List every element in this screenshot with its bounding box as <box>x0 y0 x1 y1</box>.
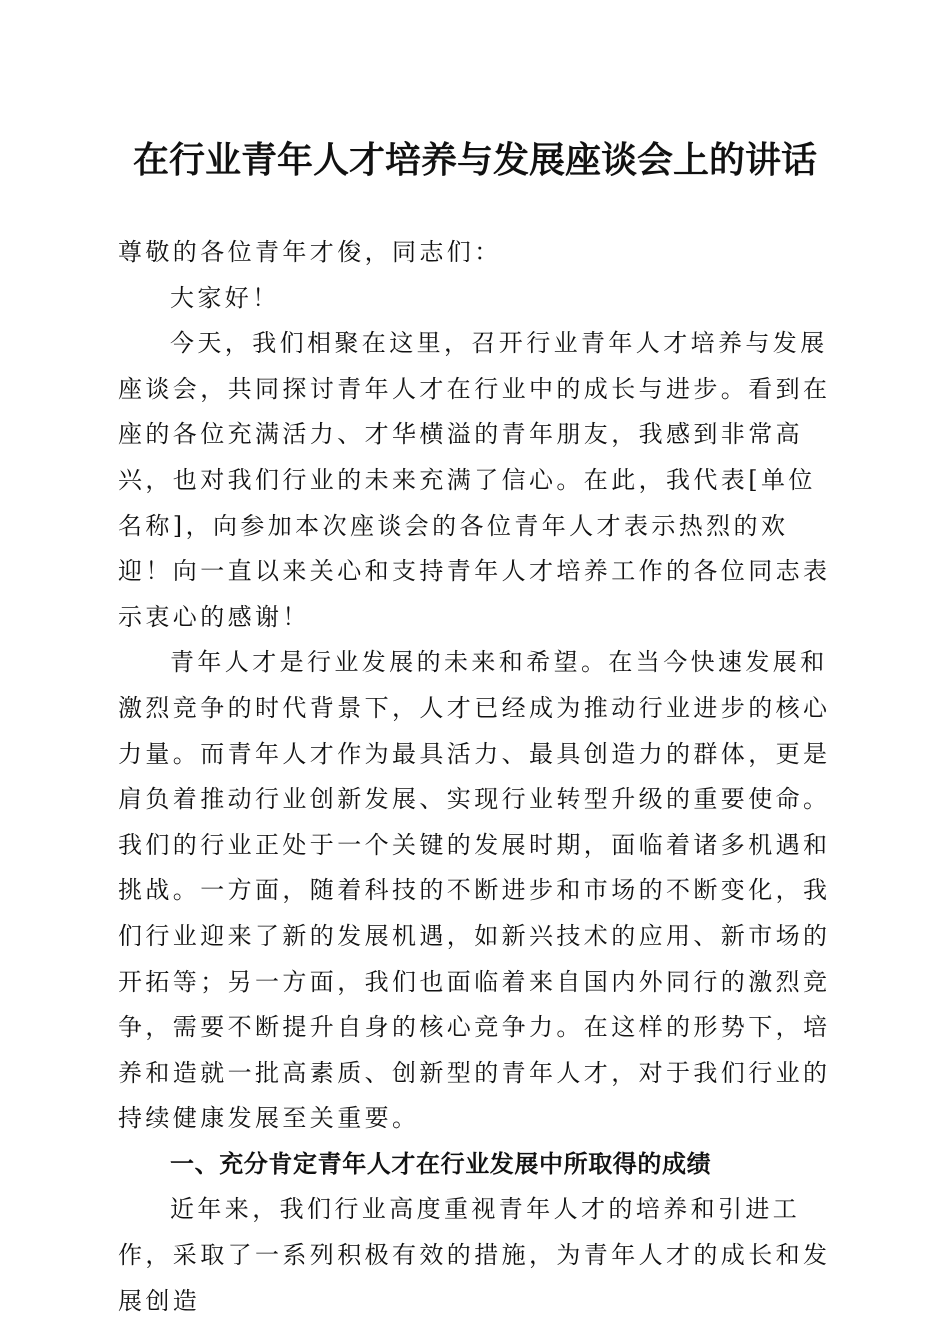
greeting: 大家好！ <box>170 283 280 312</box>
salutation: 尊敬的各位青年才俊，同志们： <box>118 238 502 266</box>
paragraph-youth-talent: 青年人才是行业发展的未来和希望。在当今快速发展和激烈竞争的时代背景下，人才已经成为推动行业进步的核心力量。而青年人才作为最具活力、最具创造力的群体，更是肩负着推动行业创新发展、实现行业转型升级的重要使命。我们的行业正处于一个关键的发展时期，面临着诸多机遇和挑战。一方面，随着科技的不断进步和市场的不断变化，我们行业迎来了新的发展机遇，如新兴技术的应用、新市场的开拓等；另一方面，我们也面临着来自国内外同行的激烈竞争，需要不断提升自身的核心竞争力。在这样的形势下，培养和造就一批高素质、创新型的青年人才，对于我们行业的持续健康发展至关重要。 <box>118 648 831 1133</box>
document-title: 在行业青年人才培养与发展座谈会上的讲话 <box>132 139 817 181</box>
section-heading: 一、充分肯定青年人才在行业发展中所取得的成绩 <box>170 1149 712 1178</box>
paragraph-section-one: 近年来，我们行业高度重视青年人才的培养和引进工作，采取了一系列积极有效的措施，为青年人才的成长和发展创造 <box>118 1195 831 1315</box>
document-body <box>118 230 836 1324</box>
paragraph-opening: 今天，我们相聚在这里，召开行业青年人才培养与发展座谈会，共同探讨青年人才在行业中的成长与进步。看到在座的各位充满活力、才华横溢的青年朋友，我感到非常高兴，也对我们行业的未来充满了信心。在此，我代表[单位名称]，向参加本次座谈会的各位青年人才表示热烈的欢迎！向一直以来关心和支持青年人才培养工作的各位同志表示衷心的感谢！ <box>118 329 831 631</box>
